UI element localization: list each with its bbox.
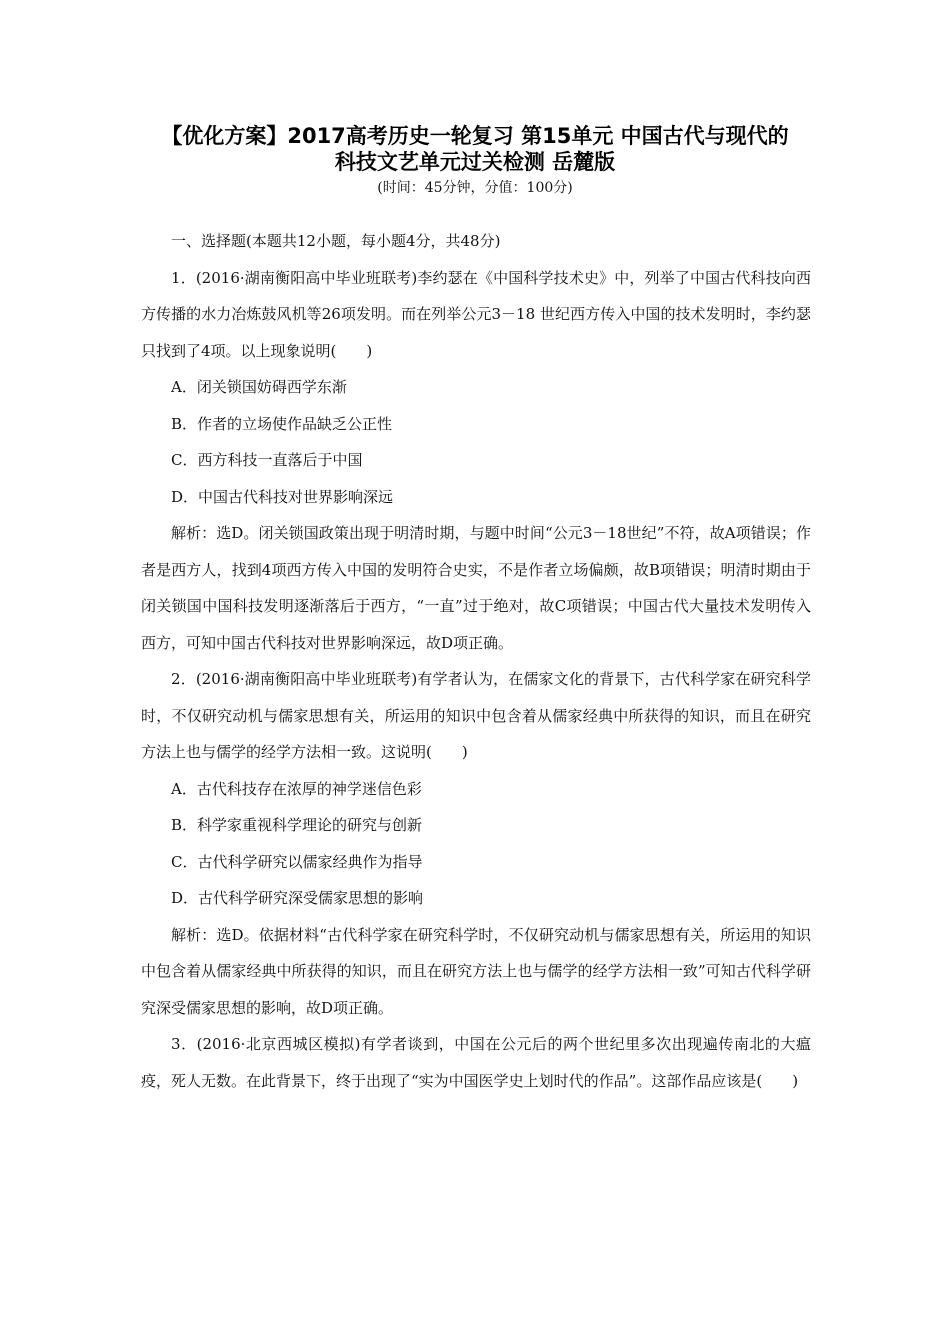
question-3-stem: 3．(2016·北京西城区模拟)有学者谈到，中国在公元后的两个世纪里多次出现遍传南北的大瘟疫，死人无数。在此背景下，终于出现了“实为中国医学史上划时代的作品”。这部作品应该是( ) (141, 1035, 811, 1090)
section-heading: 一、选择题(本题共12小题，每小题4分，共48分) (171, 232, 501, 250)
document-title-line2: 科技文艺单元过关检测 岳麓版 (334, 150, 616, 174)
question-2-option-c: C．古代科学研究以儒家经典作为指导 (171, 852, 423, 871)
question-2-stem: 2．(2016·湖南衡阳高中毕业班联考)有学者认为，在儒家文化的背景下，古代科学家在研究科学时，不仅研究动机与儒家思想有关，所运用的知识中包含着从儒家经典中所获得的知识，而且在研究方法上也与儒学的经学方法相一致。这说明( ) (141, 670, 811, 761)
question-1-option-a: A．闭关锁国妨碍西学东渐 (171, 378, 347, 396)
question-1-option-c: C．西方科技一直落后于中国 (171, 451, 363, 469)
question-2-option-a: A．古代科技存在浓厚的神学迷信色彩 (171, 779, 422, 798)
question-2-option-d: D．古代科学研究深受儒家思想的影响 (171, 889, 424, 907)
question-2-analysis: 解析：选D。依据材料“古代科学家在研究科学时，不仅研究动机与儒家思想有关，所运用的知识中包含着从儒家经典中所获得的知识，而且在研究方法上也与儒学的经学方法相一致”可知古代科学研究深受儒家思想的影响，故D项正确。 (141, 925, 811, 1017)
question-1-stem: 1．(2016·湖南衡阳高中毕业班联考)李约瑟在《中国科学技术史》中，列举了中国古代科技向西方传播的水力冶炼鼓风机等26项发明。而在列举公元3－18 世纪西方传入中国的技术发明时，李约瑟只找到了4项。以上现象说明( ) (141, 268, 811, 360)
question-2-option-b: B．科学家重视科学理论的研究与创新 (171, 816, 423, 834)
question-1-option-b: B．作者的立场使作品缺乏公正性 (171, 414, 393, 433)
question-1-analysis: 解析：选D。闭关锁国政策出现于明清时期，与题中时间“公元3－18世纪”不符，故A项错误；作者是西方人，找到4项西方传入中国的发明符合史实，不是作者立场偏颇，故B项错误；明清时期由于闭关锁国中国科技发明逐渐落后于西方，“一直”过于绝对，故C项错误；中国古代大量技术发明传入西方，可知中国古代科技对世界影响深远，故D项正确。 (141, 524, 811, 652)
exam-time-score: (时间：45分钟，分值：100分) (377, 180, 573, 196)
document-title-line1: 【优化方案】2017高考历史一轮复习 第15单元 中国古代与现代的 (161, 124, 789, 148)
document-body (141, 223, 811, 1099)
question-1-option-d: D．中国古代科技对世界影响深远 (171, 487, 394, 506)
